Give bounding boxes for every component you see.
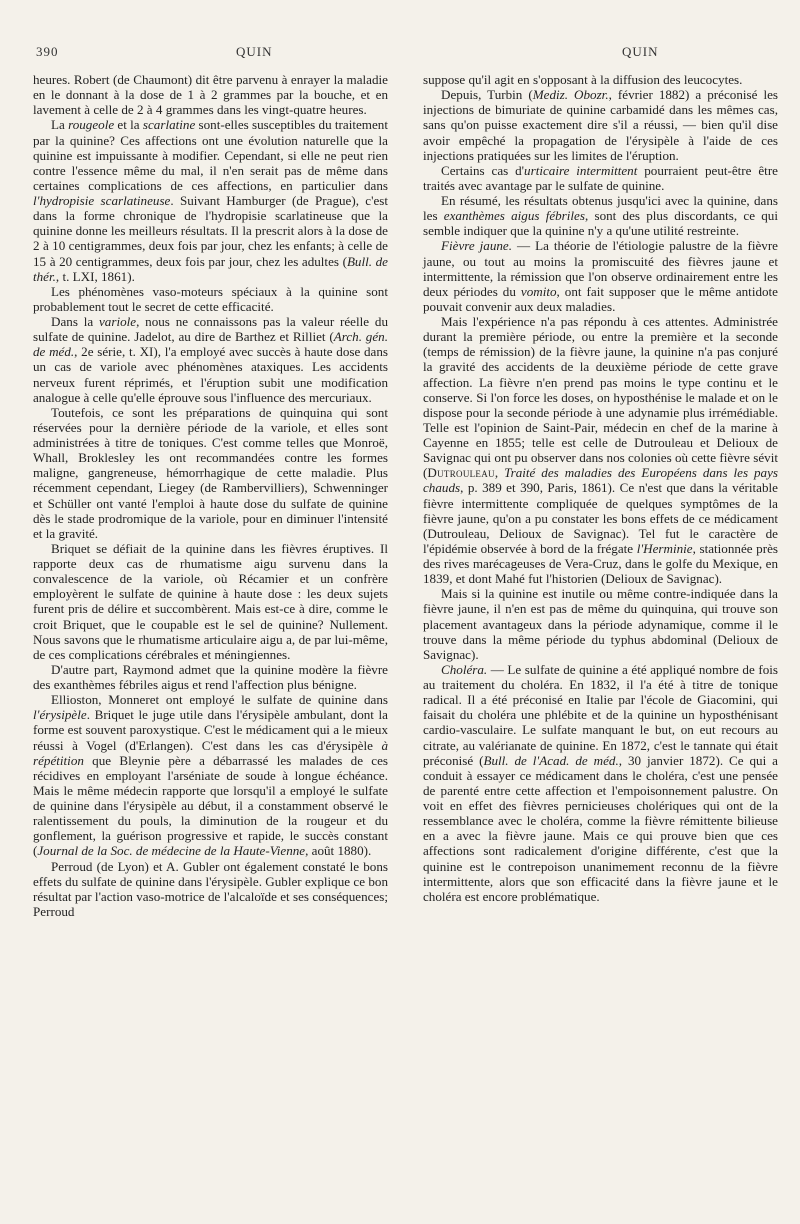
paragraph: Toutefois, ce sont les préparations de quinquina qui sont réservées pour la dernière période de la variole, et elles sont administrées à titre de toniques. C'est comme telles que Monroë, Whall, Broklesley les ont recommandées contre les formes maligne, gangreneuse, hémorrhagique de cette maladie. Plus récemment cependant, Liegey (de Rambervilliers), Schwenninger et Schüller ont vanté l'emploi à haute dose du sulfate de quinine dès le stade prodromique de la variole, pour en diminuer l'intensité et la gravité. — [33, 404, 388, 541]
paragraph: Fièvre jaune. — La théorie de l'étiologie palustre de la fièvre jaune, ou tout au moins la promiscuité des fièvres jaune et intermittente, la rémission que l'on observe ordinairement entre les deux périodes du vomito, ont fait supposer que le même antidote pouvait convenir aux deux maladies. — [423, 238, 778, 314]
paragraph: Briquet se défiait de la quinine dans les fièvres éruptives. Il rapporte deux cas de rhumatisme aigu survenu dans la convalescence de la variole, où Récamier et un confrère employèrent le sulfate de quinine à haute dose : les deux sujets furent pris de délire et succombèrent. Mais est-ce à dire, comme le croit Briquet, que le coupable est le sel de quinine? Nullement. Nous savons que le rhumatisme articulaire aigu a, de par lui-même, de ces complications cérébrales et méningiennes. — [33, 540, 388, 662]
paragraph: Mais l'expérience n'a pas répondu à ces attentes. Administrée durant la première période, ou entre la première et la seconde (temps de rémission) de la fièvre jaune, la quinine n'a pas conjuré la gravité des accidents de la deuxième période de cette grave affection. La fièvre n'en prend pas moins le type continu et le conserve. Si l'on force les doses, on hyposthénise le malade et on le dispose pour la seconde période à une adynamie plus irrémédiable. Telle est l'opinion de Saint-Pair, médecin en chef de la marine à Cayenne en 1855; telle est celle de Dutrouleau et Delioux de Savignac qui ont pu observer dans nos colonies où cette fièvre sévit (Dutrouleau, Traité des maladies des Européens dans les pays chauds, p. 389 et 390, Paris, 1861). Ce n'est que dans la véritable fièvre intermittente compliquée de quelques symptômes de la fièvre jaune, qu'on a pu constater les bons effets de ce médicament (Dutrouleau, Delioux de Savignac). Tel fut le caractère de l'épidémie observée à bord de la frégate l'Herminie, stationnée près des rives marécageuses de Vera-Cruz, dans le golfe du Mexique, en 1839, et dont Mahé fut l'historien (Delioux de Savignac). — [423, 314, 779, 587]
paragraph: Dans la variole, nous ne connaissons pas la valeur réelle du sulfate de quinine. Jadelot, au dire de Barthez et Rilliet (Arch. gén. de méd., 2e série, t. XI), l'a employé avec succès à haute dose dans un cas de variole avec phénomènes ataxiques. Les accidents nerveux furent réprimés, et l'éruption subit une modification analogue à celle qu'elle éprouve sous l'influence des mercuriaux. — [33, 314, 388, 405]
running-head-right: QUIN — [622, 44, 659, 59]
paragraph: Choléra. — Le sulfate de quinine a été appliqué nombre de fois au traitement du choléra. En 1832, il l'a été à titre de tonique radical. Il a été préconisé en Italie par l'école de Giacomini, qui faisait du choléra une phlébite et de la quinine un hyposthénisant cardio-vasculaire. Le sulfate manquant le but, on eut recours au citrate, au valérianate de quinine. En 1872, c'est le tannate qui était préconisé (Bull. de l'Acad. de méd., 30 janvier 1872). Ce qui a conduit à essayer ce médicament dans le choléra, c'est une pensée de parenté entre cette affection et l'empoisonnement palustre. On voit en effet des fièvres pernicieuses cholériques qui ont de la ressemblance avec le choléra, comme la fièvre rémittente bilieuse en a avec la fièvre jaune. Mais ce qui prouve bien que ces affections sont radicalement d'origine différente, c'est que la quinine est le contrepoison unanimement reconnu de la fièvre intermittente, alors que son efficacité dans la fièvre jaune et le choléra est encore problématique. — [423, 661, 778, 904]
paragraph: En résumé, les résultats obtenus jusqu'ici avec la quinine, dans les exanthèmes aigus fébriles, sont des plus discordants, ce qui semble indiquer que la quinine n'y a qu'une utilité restreinte. — [423, 193, 778, 239]
paragraph: heures. Robert (de Chaumont) dit être parvenu à enrayer la maladie en le donnant à la dose de 1 à 2 grammes par la bouche, et en lavement à celle de 2 à 4 grammes dans les vingt-quatre heures. — [33, 72, 388, 118]
right-column — [423, 72, 778, 904]
left-column — [33, 72, 388, 919]
page-number: 390 — [36, 44, 59, 59]
paragraph: Mais si la quinine est inutile ou même contre-indiquée dans la fièvre jaune, il n'en est pas de même du quinquina, qui trouve son placement avantageux dans la période adynamique, comme il le trouve dans la même période du typhus abdominal (Delioux de Savignac). — [423, 586, 778, 662]
paragraph: Certains cas d'urticaire intermittent pourraient peut-être être traités avec avantage par le sulfate de quinine. — [423, 162, 778, 193]
paragraph: Depuis, Turbin (Mediz. Obozr., février 1882) a préconisé les injections de bimuriate de quinine carbamidé dans les mêmes cas, sans qu'on puisse exactement dire s'il a réussi, — bien qu'il dise avoir empêché la propagation de l'érysipèle à l'aide de ces injections pratiquées sur les limites de l'éruption. — [423, 87, 779, 163]
running-head-left: QUIN — [236, 44, 273, 59]
paragraph: Les phénomènes vaso-moteurs spéciaux à la quinine sont probablement tout le secret de cette efficacité. — [33, 283, 388, 314]
paragraph: suppose qu'il agit en s'opposant à la diffusion des leucocytes. — [423, 72, 743, 87]
paragraph: La rougeole et la scarlatine sont-elles susceptibles du traitement par la quinine? Ces affections ont une évolution naturelle que la quinine est impuissante à modifier. Cependant, si elle ne peut rien contre l'essence même du mal, il n'en serait pas de même dans certaines complications de ces affections, en particulier dans l'hydropisie scarlatineuse. Suivant Hamburger (de Prague), c'est dans la forme chronique de l'hydropisie scarlatineuse que la quinine donne les meilleurs résultats. Il la prescrit alors à la dose de 2 à 10 centigrammes, deux fois par jour, chez les enfants; à celle de 15 à 20 centigrammes, deux fois par jour, chez les adultes (Bull. de thér., t. LXI, 1861). — [33, 117, 389, 284]
running-header — [30, 44, 772, 66]
paragraph: D'autre part, Raymond admet que la quinine modère la fièvre des exanthèmes fébriles aigus et rend l'affection plus bénigne. — [33, 661, 388, 692]
paragraph: Ellioston, Monneret ont employé le sulfate de quinine dans l'érysipèle. Briquet le juge utile dans l'érysipèle ambulant, dont la forme est souvent paroxystique. C'est le médicament qui a le mieux réussi à Vogel (d'Erlangen). C'est dans les cas d'érysipèle à répétition que Bleynie père a débarrassé les malades de ces récidives en employant l'arséniate de soude à longue échéance. Mais le même médecin rapporte que lorsqu'il a employé le sulfate de quinine dans l'érysipèle au début, il a constamment observé le ralentissement du pouls, la diminution de la rougeur et du gonflement, la guérison progressive et rapide, le succès constant (Journal de la Soc. de médecine de la Haute-Vienne, août 1880). — [33, 692, 388, 859]
paragraph: Perroud (de Lyon) et A. Gubler ont également constaté le bons effets du sulfate de quinine dans l'érysipèle. Gubler explique ce bon résultat par l'action vaso-motrice de l'alcaloïde et ses conséquences; Perroud — [33, 858, 388, 919]
